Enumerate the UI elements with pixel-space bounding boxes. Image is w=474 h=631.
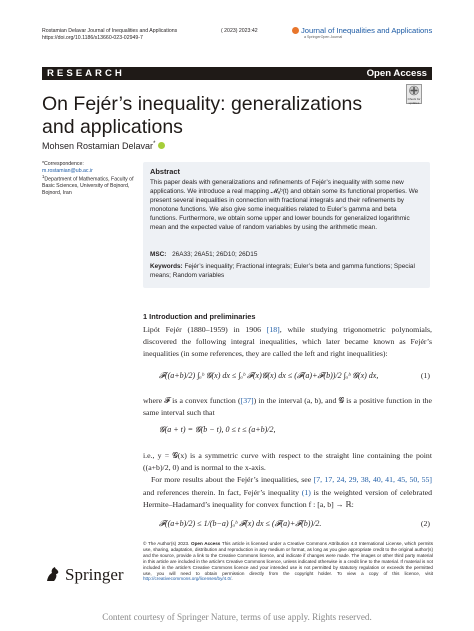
keywords-line: [150, 263, 424, 281]
section-heading: 1 Introduction and preliminaries: [143, 312, 256, 321]
citation-links[interactable]: [7, 17, 24, 29, 38, 40, 41, 45, 50, 55]: [313, 475, 432, 485]
check-updates-label: Check for updates: [407, 97, 421, 105]
equation-1: [143, 364, 432, 390]
msc-line: [150, 251, 257, 258]
citation-link[interactable]: [18]: [266, 325, 280, 334]
license-link[interactable]: http://creativecommons.org/licenses/by/4.0/: [143, 576, 232, 582]
equation-ref[interactable]: (1): [301, 487, 311, 497]
equation-2: [143, 511, 432, 537]
equation-symmetry-body: 𝓖(a + t) = 𝓖(b − t), 0 ≤ t ≤ (a+b)/2,: [159, 425, 276, 435]
springer-horse-icon: [44, 565, 62, 583]
license-text: © The Author(s) 2023. Open Access This article is licensed under a Creative Commons Attribution 4.0 International License, which permits use, sharing, adaptation, distribution and reproduction in any medium or format, as long as you give appropriate credit to the original author(s) and the source, provide a link to the Creative Commons licence, and indicate if changes were made. The images or other third party material in this article are included in the article’s Creative Commons licence, unless indicated otherwise in a credit line to the material. If material is not included in the article’s Creative Commons licence and your intended use is not permitted by statutory regulation or exceeds the permitted use, you will need to obtain permission directly from the copyright holder. To view a copy of this licence, visit http://creativecommons.org/licenses/by/4.0/.: [143, 541, 433, 582]
journal-subtitle: a SpringerOpen Journal: [304, 35, 343, 39]
article-type: RESEARCH: [47, 68, 125, 79]
keywords-label: Keywords:: [150, 263, 183, 270]
author-name[interactable]: Mohsen Rostamian Delavar: [42, 141, 154, 151]
author-line: [42, 141, 165, 151]
correspondence-label: *Correspondence:: [42, 161, 84, 167]
equation-2-number: (2): [420, 519, 430, 529]
credit-footer: Content courtesy of Springer Nature, terms of use apply. Rights reserved.: [102, 612, 372, 622]
springer-logo: [44, 565, 124, 585]
journal-line: Rostamian Delavar Journal of Inequalities and Applications: [42, 28, 178, 34]
department: $^1$Department of Mathematics, Faculty of Basic Sciences, University of Bojnord, Bojnord, Iran: [42, 174, 134, 196]
equation-2-body: 𝓕((a+b)/2) ≤ 1/(b−a) ∫ₐᵇ 𝓕(x) dx ≤ (𝓕(a)+𝓕(b))/2.: [159, 519, 322, 529]
equation-1-number: (1): [420, 370, 430, 380]
msc-label: MSC:: [150, 251, 167, 258]
msc-codes: 26A33; 26A51; 26D10; 26D15: [172, 251, 258, 258]
springeropen-icon: [292, 27, 299, 34]
journal-name: Journal of Inequalities and Applications: [301, 26, 433, 35]
year-page: ( 2023) 2023:42: [221, 28, 258, 34]
article-title: On Fejér’s inequality: generalizations and applications: [42, 93, 363, 138]
paragraph-symmetric: i.e., y = 𝓖(x) is a symmetric curve with respect to the straight line containing the point ((a+b)/2, 0) and is normal to the x-axis. For more results about the Fejér’s inequalities, see [7, 17, 24, 29, 38, 40, 41, 45, 50, 55] and references therein. In fact, Fejér’s inequality (1) is the weighted version of celebrated Hermite–Hadamard’s inequality for convex function f : [a, b] → ℝ: 𝓕((a+b)/2) ≤ 1/(b−a) ∫ₐᵇ 𝓕(x) dx ≤ (𝓕(a)+𝓕(b))/2. (2): [143, 450, 432, 537]
publisher-name: Springer: [65, 565, 124, 584]
keywords: Fejér’s inequality; Fractional integrals; Euler’s beta and gamma functions; Special means; Random variables: [150, 263, 415, 279]
author-mark: *: [153, 141, 156, 147]
doi-link[interactable]: https://doi.org/10.1186/s13660-023-02949-7: [42, 35, 143, 41]
running-header: [42, 28, 242, 42]
article-type-bar: [42, 67, 432, 80]
check-updates-icon[interactable]: [406, 84, 422, 104]
paragraph-convex: where 𝓕 is a convex function ([37]) in the interval (a, b), and 𝓖 is a positive function in the same interval such that 𝓖(a + t) = 𝓖(b − t), 0 ≤ t ≤ (a+b)/2,: [143, 395, 432, 439]
abstract-text: This paper deals with generalizations and refinements of Fejér’s inequality with some new applications. We introduce a real mapping 𝓜ₐᵇ(t) and obtain some its functional properties. We present several inequalities in connection with fractional integrals and their refinements by monotone functions. We also give some inequalities related to Euler’s gamma and beta functions. Furthermore, we obtain some upper and lower bounds for generalized logarithmic mean and the expected value of random variables by using the arithmetic mean.: [150, 179, 419, 231]
journal-logo[interactable]: [292, 26, 442, 39]
citation-link[interactable]: [37]: [240, 396, 254, 405]
equation-1-body: 𝓕((a+b)/2) ∫ₐᵇ 𝓖(x) dx ≤ ∫ₐᵇ 𝓕(x)𝓖(x) dx ≤ (𝓕(a)+𝓕(b))/2 ∫ₐᵇ 𝓖(x) dx,: [159, 370, 379, 380]
equation-symmetry: [143, 419, 432, 439]
orcid-icon[interactable]: [158, 142, 165, 149]
email-link[interactable]: m.rostamian@ub.ac.ir: [42, 167, 93, 174]
crossmark-icon: [407, 85, 421, 96]
paragraph-intro: Lipót Fejér (1880–1959) in 1906 [18], while studying trigonometric polynomials, discovered the following integral inequalities, which later became known as Fejér’s inequalities (in some references, they are called the left and right inequalities): 𝓕((a+b)/2) ∫ₐᵇ 𝓖(x) dx ≤ ∫ₐᵇ 𝓕(x)𝓖(x) dx ≤ (𝓕(a)+𝓕(b))/2 ∫ₐᵇ 𝓖(x) dx, (1): [143, 324, 432, 390]
abstract-heading: Abstract: [150, 167, 180, 176]
affiliation-block: [42, 161, 142, 196]
open-access-label: Open Access: [366, 68, 427, 79]
